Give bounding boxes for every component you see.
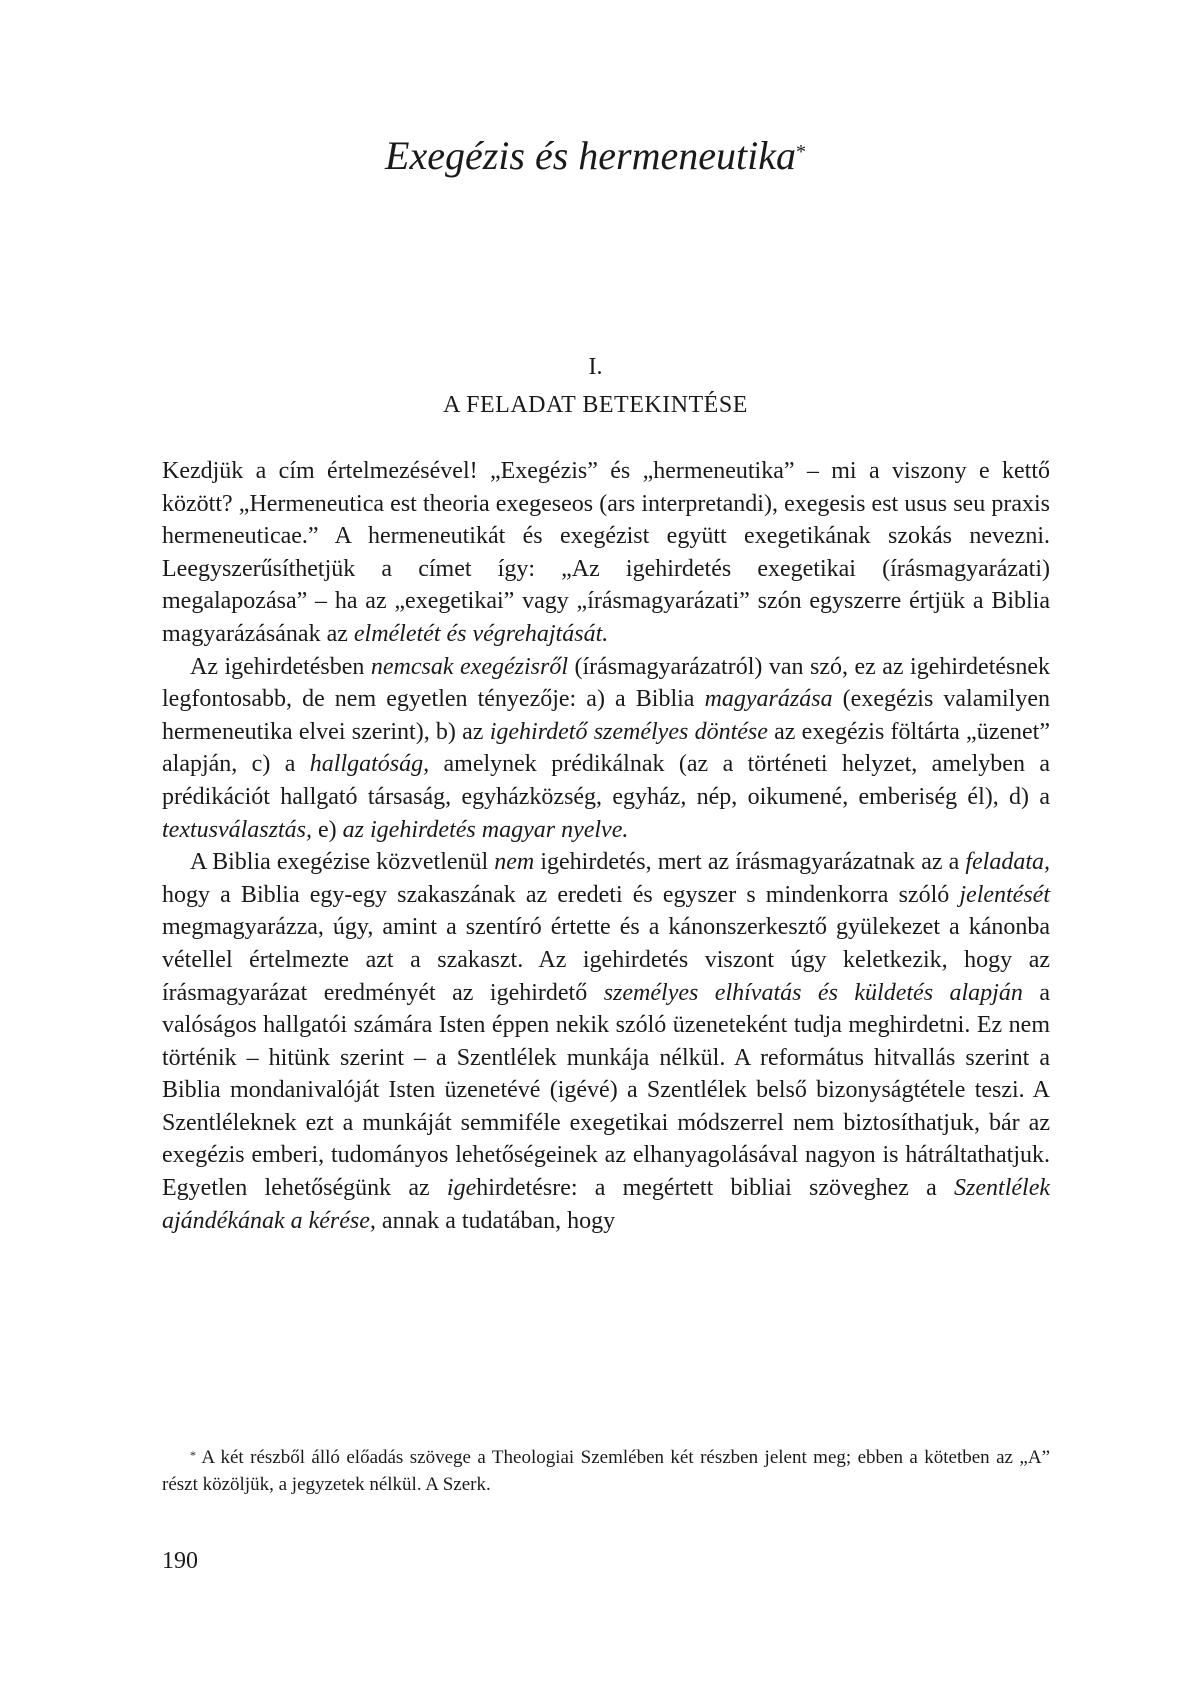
footnote-mark: * bbox=[190, 1448, 196, 1462]
footnote bbox=[162, 1444, 1050, 1498]
page-number: 190 bbox=[162, 1548, 198, 1574]
title-text: Exegézis és hermeneutika bbox=[385, 133, 796, 178]
section-heading: A FELADAT BETEKINTÉSE bbox=[443, 392, 748, 418]
paragraph-1: Kezdjük a cím értelmezésével! „Exegézis” és „hermeneutika” – mi a viszony e kettő között? „Hermeneutica est theoria exegeseos (ars interpretandi), exegesis est usus seu praxis hermeneuticae.” A hermeneutikát és exegézist együtt exegetikának szokás nevezni. Leegyszerűsíthetjük a címet így: „Az igehirdetés exegetikai (írásmagyarázati) megalapozása” – ha az „exegetikai” vagy „írásmagyarázati” szón egyszerre értjük a Biblia magyarázásának az elméletét és végrehajtását. bbox=[162, 458, 1050, 647]
paragraph-2: Az igehirdetésben nemcsak exegézisről (írásmagyarázatról) van szó, ez az igehirdetésnek legfontosabb, de nem egyetlen tényezője: a) a Biblia magyarázása (exegézis valamilyen hermeneutika elvei szerint), b) az igehirdető személyes döntése az exegézis föltárta „üzenet” alapján, c) a hallgatóság, amelynek prédikálnak (az a történeti helyzet, amelyben a prédikációt hallgató társaság, egyházközség, egyház, nép, oikumené, emberiség él), d) a textusválasztás, e) az igehirdetés magyar nyelve. bbox=[162, 653, 1051, 843]
page-title bbox=[0, 132, 1191, 180]
footnote-text: A két részből álló előadás szövege a Theologiai Szemlében két részben jelent meg; ebben a kötetben az „A” részt közöljük, a jegyzetek nélkül. A Szerk. bbox=[162, 1447, 1050, 1495]
section-number: I. bbox=[588, 354, 603, 380]
title-footnote-mark[interactable]: * bbox=[795, 141, 806, 163]
body-text bbox=[162, 455, 1050, 1237]
paragraph-3: A Biblia exegézise közvetlenül nem igehirdetés, mert az írásmagyarázatnak az a feladata, hogy a Biblia egy-egy szakaszának az eredeti és egyszer s mindenkorra szóló jelentését megmagyarázza, úgy, amint a szentíró értette és a kánonszerkesztő gyülekezet a kánonba vétellel értelmezte azt a szakaszt. Az igehirdetés viszont úgy keletkezik, hogy az írásmagyarázat eredményét az igehirdető személyes elhívatás és küldetés alapján a valóságos hallgatói számára Isten éppen nekik szóló üzeneteként tudja meghirdetni. Ez nem történik – hitünk szerint – a Szentlélek munkája nélkül. A református hitvallás szerint a Biblia mondanivalóját Isten üzenetévé (igévé) a Szentlélek belső bizonyságtétele teszi. A Szentléleknek ezt a munkáját semmiféle exegetikai módszerrel nem biztosíthatjuk, bár az exegézis emberi, tudományos lehetőségeinek az elhanyagolásával nagyon is hátráltathatjuk. Egyetlen lehetőségünk az igehirdetésre: a megértett bibliai szöveghez a Szentlélek ajándékának a kérése, annak a tudatában, hogy bbox=[162, 849, 1050, 1234]
